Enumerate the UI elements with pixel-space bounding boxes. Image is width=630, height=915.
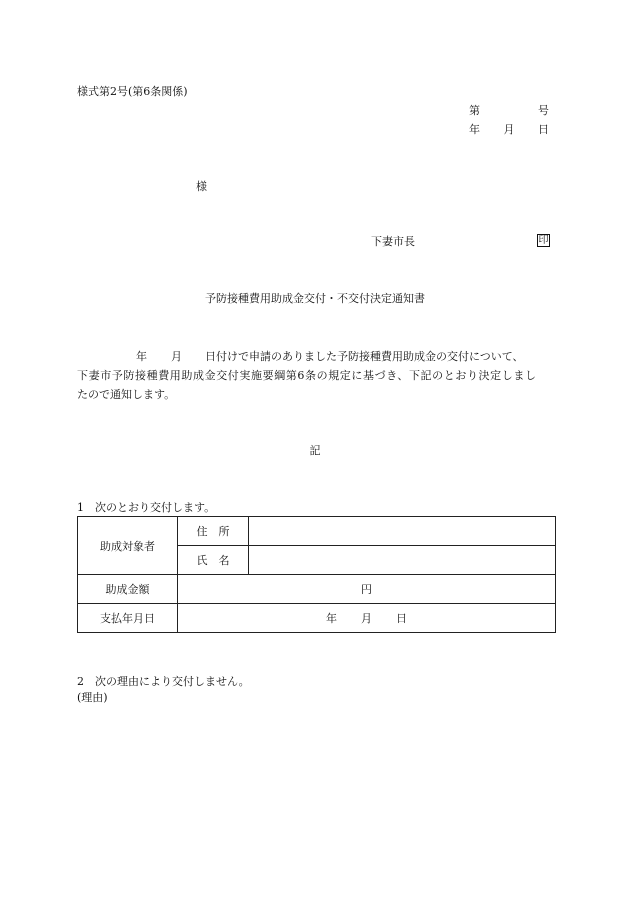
section-1-heading: 1 次のとおり交付します。 — [77, 501, 216, 514]
body-month: 月 — [171, 350, 182, 363]
name-value-cell — [249, 546, 556, 575]
document-number-suffix: 号 — [538, 104, 549, 117]
document-number-prefix: 第 — [469, 104, 480, 117]
table-row-payment-date — [78, 604, 556, 633]
amount-value-cell — [178, 575, 556, 604]
reason-label: (理由) — [77, 691, 108, 704]
document-date-month: 月 — [503, 123, 515, 136]
name-label-cell: 氏 名 — [178, 546, 249, 575]
body-line-2: 下妻市予防接種費用助成金交付実施要綱第6条の規定に基づき、下記のとおり決定しまし — [77, 369, 537, 382]
body-line-1 — [77, 350, 524, 364]
document-number — [469, 104, 549, 118]
amount-unit: 円 — [361, 583, 372, 596]
document-date-year: 年 — [469, 123, 480, 136]
table-row-address — [78, 517, 556, 546]
payment-day: 日 — [396, 612, 407, 625]
document-title: 予防接種費用助成金交付・不交付決定通知書 — [205, 292, 425, 305]
subject-label-cell: 助成対象者 — [78, 517, 178, 575]
seal-mark: 印 — [538, 235, 549, 246]
document-date — [469, 123, 549, 137]
ki-heading: 記 — [309, 444, 321, 457]
address-label-cell: 住 所 — [178, 517, 249, 546]
addressee-suffix: 様 — [196, 180, 207, 193]
document-date-day: 日 — [538, 123, 549, 136]
section-2-heading: 2 次の理由により交付しません。 — [77, 675, 250, 688]
grant-table — [77, 516, 556, 633]
form-number: 様式第2号(第6条関係) — [77, 85, 188, 98]
amount-label-cell: 助成金額 — [78, 575, 178, 604]
body-line-1-text: 日付けで申請のありました予防接種費用助成金の交付について、 — [205, 350, 524, 363]
issuer-title: 下妻市長 — [371, 235, 415, 248]
body-line-3: たので通知します。 — [77, 388, 176, 401]
payment-month: 月 — [361, 612, 372, 625]
payment-year: 年 — [326, 612, 337, 625]
table-row-amount — [78, 575, 556, 604]
address-value-cell — [249, 517, 556, 546]
payment-date-value-cell — [178, 604, 556, 633]
payment-date-label-cell: 支払年月日 — [78, 604, 178, 633]
body-year: 年 — [136, 350, 147, 363]
